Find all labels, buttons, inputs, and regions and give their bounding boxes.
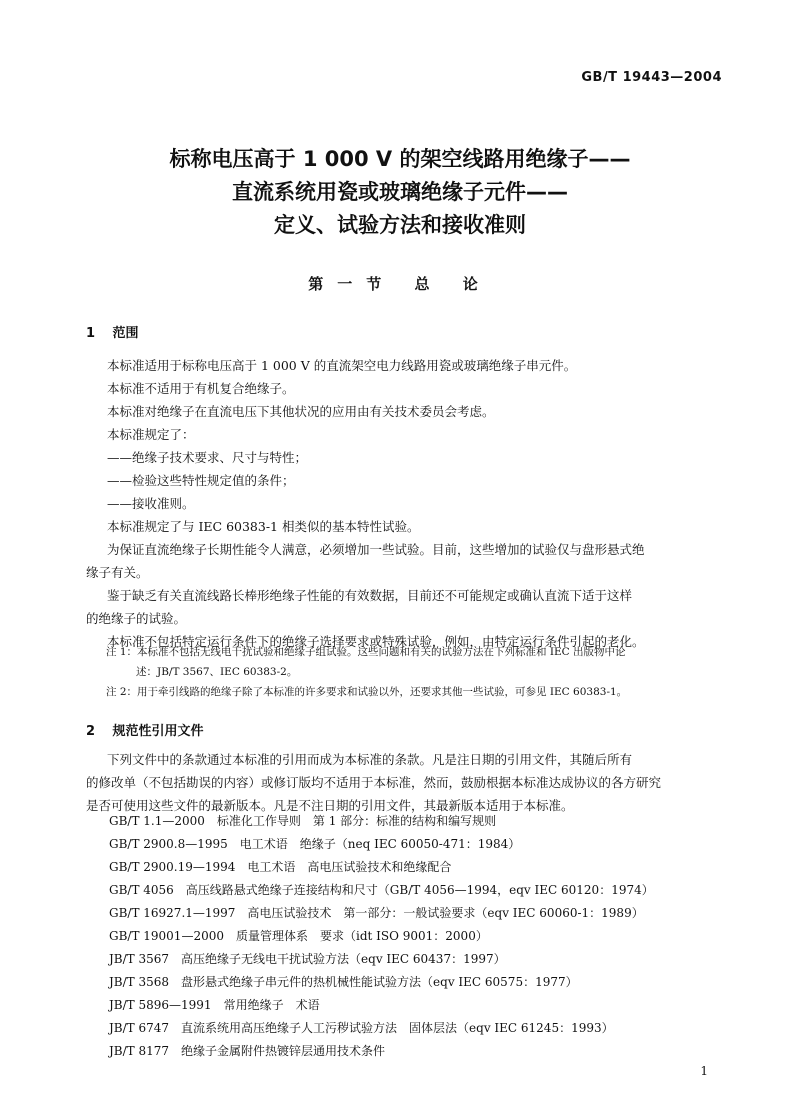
body-line: 本标准规定了与 IEC 60383-1 相类似的基本特性试验。 (107, 519, 420, 534)
reference-item: GB/T 2900.19—1994 电工术语 高电压试验技术和绝缘配合 (109, 860, 452, 874)
body-line: 本标准对绝缘子在直流电压下其他状况的应用由有关技术委员会考虑。 (107, 404, 495, 419)
note-line: 注 1：本标准不包括无线电干扰试验和绝缘子组试验。这些问题和有关的试验方法在下列标准和 IEC 出版物中论 (106, 646, 626, 658)
title-line-1: 标称电压高于 1 000 V 的架空线路用绝缘子—— (169, 147, 631, 171)
title-line-3: 定义、试验方法和接收准则 (274, 213, 526, 237)
clause-1-title: 范围 (112, 326, 139, 341)
body-line: 下列文件中的条款通过本标准的引用而成为本标准的条款。凡是注日期的引用文件，其随后所有 (107, 752, 633, 767)
note-line: 述：JB/T 3567、IEC 60383-2。 (136, 666, 298, 678)
reference-item: JB/T 3567 高压绝缘子无线电干扰试验方法（eqv IEC 60437：1997） (109, 952, 506, 966)
standard-number: GB/T 19443—2004 (581, 70, 722, 85)
reference-item: GB/T 1.1—2000 标准化工作导则 第 1 部分：标准的结构和编写规则 (109, 814, 497, 828)
body-line: 为保证直流绝缘子长期性能令人满意，必须增加一些试验。目前，这些增加的试验仅与盘形悬式绝 (107, 542, 645, 557)
body-line: ——接收准则。 (107, 496, 195, 511)
reference-item: JB/T 5896—1991 常用绝缘子 术语 (109, 998, 320, 1012)
clause-1-number: 1 (86, 326, 96, 341)
body-line: ——检验这些特性规定值的条件； (107, 473, 295, 488)
clause-1-body (86, 354, 726, 653)
clause-1-notes (106, 642, 726, 702)
clause-2-intro (86, 748, 726, 817)
title-line-2: 直流系统用瓷或玻璃绝缘子元件—— (232, 180, 568, 204)
body-line: 本标准规定了： (107, 427, 195, 442)
reference-item: JB/T 6747 直流系统用高压绝缘子人工污秽试验方法 固体层法（eqv IEC 61245：1993） (109, 1021, 614, 1035)
reference-item: GB/T 4056 高压线路悬式绝缘子连接结构和尺寸（GB/T 4056—1994，eqv IEC 60120：1974） (109, 883, 654, 897)
clause-2-heading (86, 720, 204, 739)
normative-references-list (109, 810, 749, 1063)
clause-1-heading (86, 322, 139, 341)
reference-item: JB/T 8177 绝缘子金属附件热镀锌层通用技术条件 (109, 1044, 386, 1058)
document-title (0, 143, 800, 242)
note-line: 注 2：用于牵引线路的绝缘子除了本标准的许多要求和试验以外，还要求其他一些试验，可参见 IEC 60383-1。 (106, 686, 628, 698)
body-line: 本标准适用于标称电压高于 1 000 V 的直流架空电力线路用瓷或玻璃绝缘子串元件。 (107, 358, 577, 373)
section-heading: 第一节 总 论 (308, 275, 492, 293)
body-line: 的修改单（不包括勘误的内容）或修订版均不适用于本标准，然而，鼓励根据本标准达成协议的各方研究 (86, 775, 662, 790)
reference-item: GB/T 16927.1—1997 高电压试验技术 第一部分：一般试验要求（eqv IEC 60060-1：1989） (109, 906, 644, 920)
clause-2-title: 规范性引用文件 (112, 724, 204, 739)
page-number: 1 (700, 1064, 708, 1078)
body-line: 本标准不包括特定运行条件下的绝缘子选择要求或特殊试验，例如，由特定运行条件引起的老化。 (107, 634, 645, 649)
clause-2-number: 2 (86, 724, 96, 739)
body-line: 是否可使用这些文件的最新版本。凡是不注日期的引用文件，其最新版本适用于本标准。 (86, 798, 574, 813)
body-line: 鉴于缺乏有关直流线路长棒形绝缘子性能的有效数据，目前还不可能规定或确认直流下适于这样 (107, 588, 633, 603)
body-line: 缘子有关。 (86, 565, 149, 580)
reference-item: GB/T 2900.8—1995 电工术语 绝缘子（neq IEC 60050-471：1984） (109, 837, 521, 851)
body-line: ——绝缘子技术要求、尺寸与特性； (107, 450, 308, 465)
reference-item: GB/T 19001—2000 质量管理体系 要求（idt ISO 9001：2000） (109, 929, 488, 943)
body-line: 的绝缘子的试验。 (86, 611, 187, 626)
reference-item: JB/T 3568 盘形悬式绝缘子串元件的热机械性能试验方法（eqv IEC 60575：1977） (109, 975, 578, 989)
body-line: 本标准不适用于有机复合绝缘子。 (107, 381, 295, 396)
